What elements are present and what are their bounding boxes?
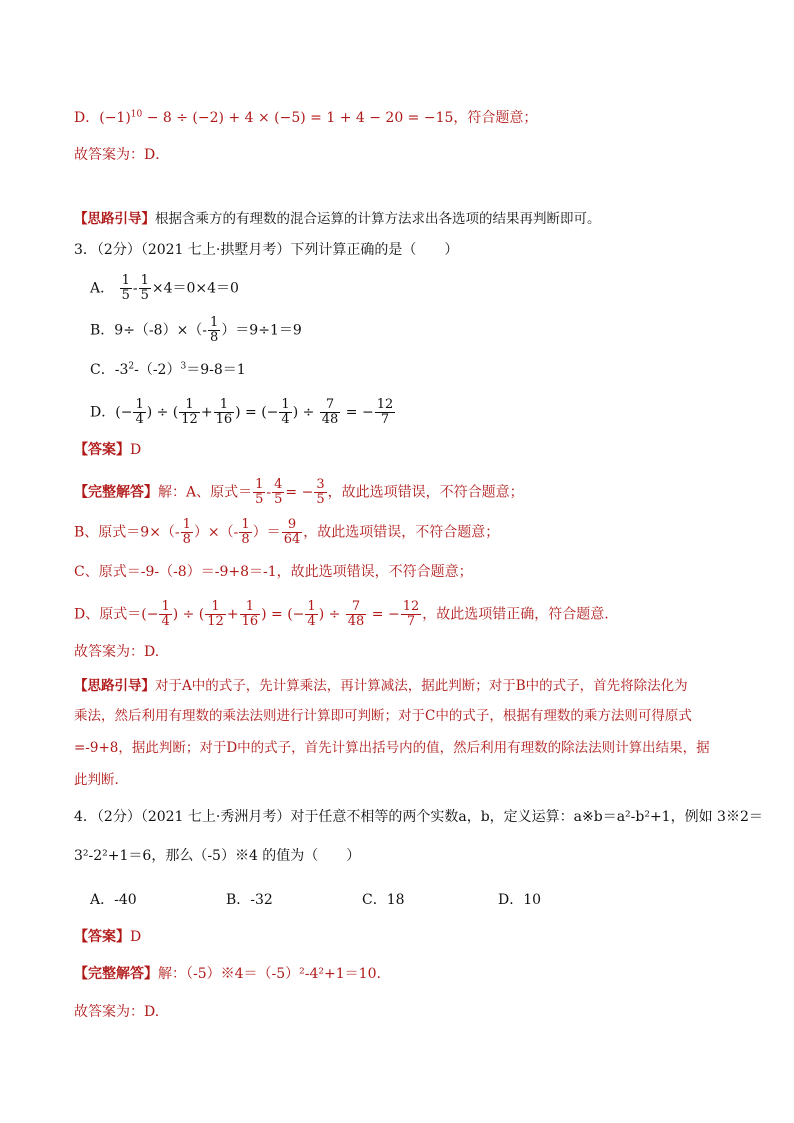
q4-option-d: D．10 [498,892,542,908]
prev-final-answer: 故答案为：D． [74,147,170,163]
q3-option-c: C．$-3^2-(-2)^3=9-8=1$ [90,361,246,378]
q4-option-c: C．18 [362,892,405,908]
q3-guide-line-4: 此判断. [74,772,119,788]
q4-stem-line-1: 4．（2分）（2021 七上·秀洲月考）对于任意不相等的两个实数a，b，定义运算：a※b＝a²-b²+1，例如 3※2＝ [74,809,763,825]
prev-guide: 【思路引导】根据含乘方的有理数的混合运算的计算方法求出各选项的结果再判断即可。 [74,211,601,227]
q4-solution: 【完整解答】解：（-5）※4＝（-5）²-4²+1＝10. [74,966,381,982]
q3-solution-c: C、原式＝-9-（-8）＝-9+8＝-1，故此选项错误，不符合题意； [74,564,473,580]
q3-option-d: D．(− $\frac{1}{4}$ ) ÷ ( $\frac{1}{12}$ + $\frac{1}{16}$ ) = (− $\frac{1}{4}$ ) ÷ $\frac{7}{48}$ = − $\frac{12}{7}$ [90,397,394,427]
q4-answer: 【答案】D [74,929,142,945]
q3-guide-line-1: 【思路引导】对于A中的式子，先计算乘法，再计算减法，据此判断；对于B中的式子，首先将除法化为 [74,678,688,694]
q3-option-b: B．9÷（-8）×（- $\frac{1}{8}$ ）＝9÷1＝9 [90,315,302,345]
q3-solution-a: 【完整解答】解：A、原式＝ $\frac{1}{5}$ - $\frac{4}{5}$ = − $\frac{3}{5}$ ，故此选项错误，不符合题意； [74,477,524,507]
q4-option-b: B．-32 [226,892,273,908]
q3-guide-line-2: 乘法，然后利用有理数的乘法法则进行计算即可判断；对于C中的式子，根据有理数的乘方法则可得原式 [74,708,692,724]
q3-option-a: A． $\frac{1}{5}$ - $\frac{1}{5}$ ×4＝0×4＝0 [90,273,239,303]
q3-answer: 【答案】D [74,442,142,458]
q4-stem-line-2: 3²-2²+1＝6，那么（-5）※4 的值为（ ） [74,848,361,864]
q4-option-a: A．-40 [90,892,137,908]
q3-solution-d: D、原式＝(− $\frac{1}{4}$ ) ÷ ( $\frac{1}{12}$ + $\frac{1}{16}$ ) = (− $\frac{1}{4}$ ) ÷ $\frac{7}{48}$ = − $\frac{12}{7}$ ，故此选项错正确，符合题意. [74,599,609,629]
q3-guide-line-3: =-9+8，据此判断；对于D中的式子，首先计算出括号内的值，然后利用有理数的除法法则计算出结果，据 [74,740,710,756]
prev-option-d: D．$(-1)^{10} - 8 \div (-2) + 4 \times (-5) = 1 + 4 - 20 = -15$，符合题意； [74,109,538,126]
q3-solution-b: B、原式＝9×（- $\frac{1}{8}$ ）×（- $\frac{1}{8}$ ）＝ $\frac{9}{64}$ ，故此选项错误，不符合题意； [74,517,500,547]
q4-final-answer: 故答案为：D. [74,1004,160,1020]
q3-stem: 3．（2分）（2021 七上·拱墅月考）下列计算正确的是（ ） [74,242,459,258]
q3-final-answer: 故答案为：D. [74,644,160,660]
q4-options [90,890,541,910]
